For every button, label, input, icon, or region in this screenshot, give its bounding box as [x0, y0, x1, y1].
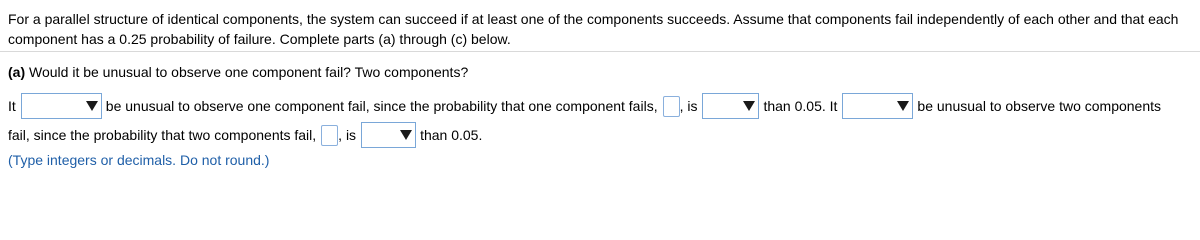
triangle-down-icon	[897, 101, 909, 111]
would-one-fail-dropdown[interactable]	[21, 93, 102, 119]
prob-one-fail-input[interactable]	[663, 96, 680, 117]
answer-text-is-1: , is	[679, 98, 698, 114]
triangle-down-icon	[86, 101, 98, 111]
answer-format-hint: (Type integers or decimals. Do not round.)	[8, 152, 270, 168]
compare-one-fail-dropdown[interactable]	[702, 93, 759, 119]
answer-text-two-fail: be unusual to observe two components	[917, 98, 1162, 114]
would-two-fail-dropdown[interactable]	[842, 93, 913, 119]
problem-statement: For a parallel structure of identical components, the system can succeed if at least one of the components succeeds. Assume that components fail independently of each other and that each component has a 0.25 probability of failure. Complete parts (a) through (c) below.	[8, 11, 1179, 47]
answer-text-one-fail: be unusual to observe one component fail, since the probability that one component fails,	[105, 98, 658, 114]
part-a-label: (a)	[8, 64, 26, 80]
answer-text-than-1: than 0.05. It	[763, 98, 838, 114]
section-divider	[0, 51, 1200, 52]
prob-two-fail-input[interactable]	[321, 125, 338, 146]
answer-line-2	[8, 122, 482, 148]
part-a-question	[8, 62, 468, 82]
answer-text-is-2: , is	[338, 127, 357, 143]
compare-two-fail-dropdown[interactable]	[361, 122, 416, 148]
triangle-down-icon	[743, 101, 755, 111]
part-a-question-text: Would it be unusual to observe one component fail? Two components?	[29, 64, 469, 80]
answer-text-two-prob: fail, since the probability that two components fail,	[8, 127, 317, 143]
answer-line-1	[8, 93, 1161, 119]
triangle-down-icon	[400, 130, 412, 140]
answer-text-it: It	[8, 98, 16, 114]
answer-text-than-2: than 0.05.	[420, 127, 483, 143]
